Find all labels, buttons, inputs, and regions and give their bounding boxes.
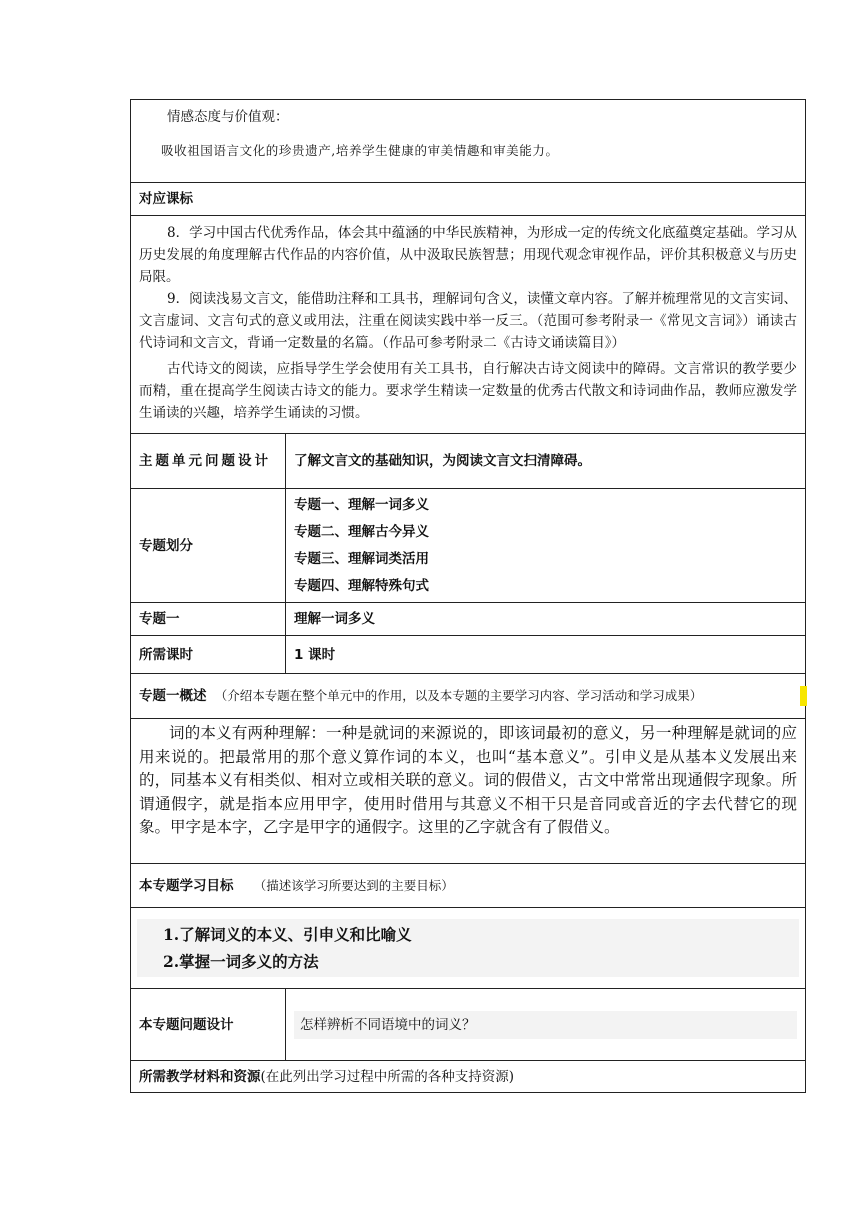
question-design-label: 本专题问题设计: [131, 989, 286, 1061]
overview-content-row: [131, 719, 806, 864]
overview-note: （介绍本专题在整个单元中的作用，以及本专题的主要学习内容、学习活动和学习成果）: [214, 688, 703, 703]
topic-one-row: [131, 603, 806, 636]
topic-item: 专题一、理解一词多义: [294, 496, 429, 513]
materials-label: 所需教学材料和资源: [139, 1068, 261, 1085]
goal-item: 1.了解词义的本义、引申义和比喻义: [163, 925, 412, 944]
topic-division-label: 专题划分: [131, 489, 286, 603]
hours-value: 1 课时: [286, 636, 806, 674]
topic-item: 专题四、理解特殊句式: [294, 577, 429, 594]
materials-note: (在此列出学习过程中所需的各种支持资源): [260, 1068, 515, 1085]
overview-label-row: [131, 674, 806, 719]
hours-label: 所需课时: [131, 636, 286, 674]
topic-division-list: [286, 489, 806, 603]
standard-paragraph-reading: 古代诗文的阅读，应指导学生学会使用有关工具书，自行解决古诗文阅读中的障碍。文言常识的教学要少而精，重在提高学生阅读古诗文的能力。要求学生精读一定数量的优秀古代散文和诗词曲作品，教师应激发学生诵读的兴趣，培养学生诵读的习惯。: [139, 361, 798, 421]
overview-label: 专题一概述: [139, 688, 207, 704]
emotion-heading: 情感态度与价值观：: [167, 109, 289, 125]
unit-question-content: 了解文言文的基础知识，为阅读文言文扫清障碍。: [286, 434, 806, 489]
topic-item: 专题三、理解词类活用: [294, 550, 429, 567]
standard-paragraph-8: 8．学习中国古代优秀作品，体会其中蕴涵的中华民族精神，为形成一定的传统文化底蕴奠定基础。学习从历史发展的角度理解古代作品的内容价值，从中汲取民族智慧；用现代观念审视作品，评价其积极意义与历史局限。: [139, 225, 798, 285]
goals-label: 本专题学习目标: [139, 877, 234, 894]
unit-question-row: [131, 434, 806, 489]
question-design-row: [131, 989, 806, 1061]
topic-division-row: [131, 489, 806, 603]
standards-content-row: [131, 216, 806, 434]
goals-note: （描述该学习所要达到的主要目标）: [253, 877, 454, 893]
goal-item: 2.掌握一词多义的方法: [163, 952, 319, 971]
materials-row: [131, 1061, 806, 1093]
topic-item: 专题二、理解古今异义: [294, 523, 429, 540]
lesson-plan-table: [130, 99, 806, 1093]
question-design-content: 怎样辨析不同语境中的词义？: [294, 1011, 797, 1039]
hours-row: [131, 636, 806, 674]
goals-label-row: [131, 864, 806, 908]
highlight-marker: [800, 686, 807, 706]
emotion-content: 吸收祖国语言文化的珍贵遗产,培养学生健康的审美情趣和审美能力。: [161, 143, 559, 158]
goals-content-row: [131, 908, 806, 989]
standards-label: 对应课标: [131, 183, 806, 216]
overview-content: 词的本义有两种理解：一种是就词的来源说的，即该词最初的意义，另一种理解是就词的应用来说的。把最常用的那个意义算作词的本义，也叫“基本意义”。引申义是从基本义发展出来的，同基本义有相类似、相对立或相关联的意义。词的假借义，古文中常常出现通假字现象。所谓通假字，就是指本应用甲字，使用时借用与其意义不相干只是音同或音近的字去代替它的现象。甲字是本字，乙字是甲字的通假字。这里的乙字就含有了假借义。: [139, 724, 798, 836]
standard-paragraph-9: 9．阅读浅易文言文，能借助注释和工具书，理解词句含义，读懂文章内容。了解并梳理常见的文言实词、文言虚词、文言句式的意义或用法，注重在阅读实践中举一反三。（范围可参考附录一《常见文言词》）诵读古代诗词和文言文，背诵一定数量的名篇。（作品可参考附录二《古诗文诵读篇目》）: [139, 291, 798, 351]
goals-box: [137, 919, 799, 977]
unit-question-label: 主题单元问题设计: [131, 434, 286, 489]
topic-one-value: 理解一词多义: [286, 603, 806, 636]
standards-label-row: [131, 183, 806, 216]
topic-one-label: 专题一: [131, 603, 286, 636]
emotion-row: [131, 100, 806, 183]
